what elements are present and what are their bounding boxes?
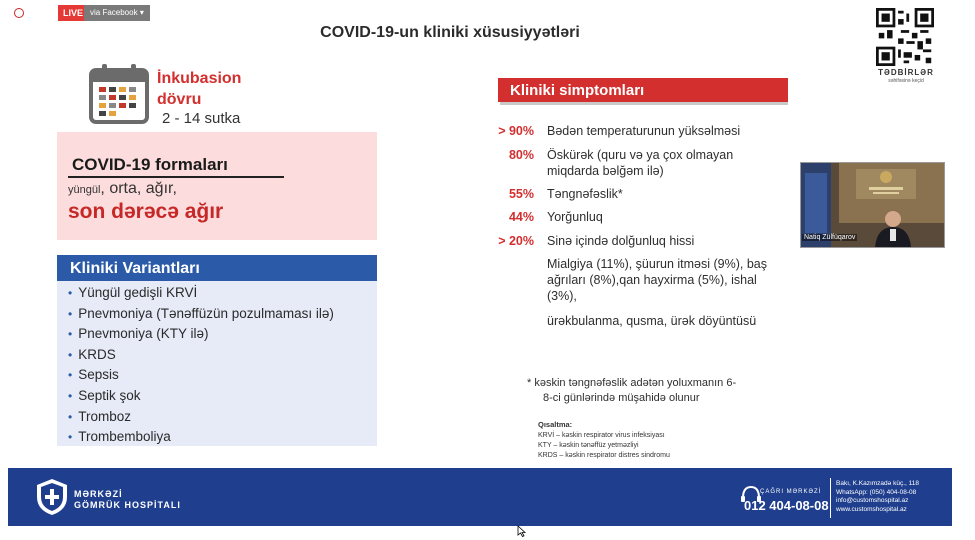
stream-destination-dropdown[interactable] <box>84 5 150 21</box>
symptom-text: Öskürək (quru və ya çox olmayan miqdarda bəlğəm ilə) <box>547 148 734 178</box>
bullet-icon: • <box>68 286 73 300</box>
forms-critical: son dərəcə ağır <box>68 200 224 223</box>
bullet-icon: • <box>68 409 73 424</box>
forms-rest: , orta, ağır, <box>100 180 177 197</box>
qr-code-icon[interactable] <box>876 8 934 66</box>
symptom-text: Təngnəfəslik* <box>547 187 623 201</box>
symptom-text: Yorğunluq <box>547 210 603 224</box>
website[interactable]: www.customshospital.az <box>836 505 907 513</box>
symptom-percent: 55% <box>508 187 534 201</box>
forms-mild: yüngül <box>68 184 101 196</box>
footer-divider <box>830 478 831 518</box>
abbreviations <box>538 420 670 461</box>
bullet-icon: • <box>68 347 73 362</box>
other-symptoms-extra: ürəkbulanma, qusma, ürək döyüntüsü <box>547 314 757 328</box>
abbreviation-item: KRVİ – kəskin respirator virus infeksiyası <box>538 432 665 439</box>
abbreviations-title: Qısaltma: <box>538 420 573 429</box>
footnote: * kəskin təngnəfəslik adətən yoluxmanın 6- 8-ci günlərində müşahidə olunur <box>527 377 737 404</box>
other-symptoms: Mialgiya (11%), şüurun itməsi (9%), baş ağrıları (8%),qan hayxirma (5%), ishal (3%), <box>547 257 767 303</box>
symptoms-header-shadow <box>500 102 788 105</box>
list-item: • Pnevmoniya (Tənəffüzün pozulmaması ilə) <box>68 305 334 321</box>
abbreviation-item: KTY – kəskin tənəffüz yetməzliyi <box>538 442 639 449</box>
chevron-down-icon: ▾ <box>139 8 144 17</box>
list-item: • KRDS <box>68 346 116 362</box>
slide-title: COVID-19-un kliniki xüsusiyyətləri <box>320 24 580 41</box>
list-item: • Trombemboliya <box>68 429 171 445</box>
call-center-label: ÇAĞRI MƏRKƏZİ <box>760 489 822 495</box>
list-item: • Tromboz <box>68 408 131 424</box>
qr-badge-label: TƏDBİRLƏR <box>878 68 934 77</box>
symptom-text: Sinə içində dolğunluq hissi <box>547 234 695 248</box>
hospital-emblem-icon <box>34 477 70 517</box>
stream-destination-label: via Facebook <box>90 8 138 17</box>
bullet-icon: • <box>68 430 73 445</box>
list-item: • Pnevmoniya (KTY ilə) <box>68 326 209 342</box>
abbreviation-item: KRDS – kəskin respirator distres sindromu <box>538 452 670 459</box>
variants-title: Kliniki Variantları <box>70 260 200 277</box>
bullet-icon: • <box>68 327 73 342</box>
symptom-percent: > 20% <box>498 234 534 248</box>
symptom-text: Bədən temperaturunun yüksəlməsi <box>547 124 741 138</box>
bullet-icon: • <box>68 368 73 383</box>
mouse-pointer-icon <box>517 525 527 537</box>
incubation-title-line1: İnkubasion <box>157 70 242 87</box>
symptoms-title: Kliniki simptomları <box>510 82 645 99</box>
record-indicator-icon <box>14 8 24 18</box>
qr-badge-sub: səhifəsinə keçid <box>888 78 924 84</box>
incubation-title <box>157 68 241 110</box>
speaker-name: Natiq Zülfüqarov <box>804 234 856 241</box>
incubation-title-line2: dövru <box>157 91 202 108</box>
live-badge: LIVE <box>58 5 88 21</box>
forms-list <box>68 180 177 198</box>
symptom-percent: > 90% <box>498 124 534 138</box>
symptom-percent: 80% <box>508 148 534 162</box>
call-center-phone[interactable]: 012 404-08-08 <box>744 498 829 513</box>
contact-info <box>836 480 919 514</box>
email[interactable]: info@customshospital.az <box>836 497 909 505</box>
symptom-percent: 44% <box>508 210 534 224</box>
address: Bakı, K.Kazımzadə küç., 118 <box>836 480 919 487</box>
variants-list <box>68 283 334 448</box>
list-item: • Septik şok <box>68 387 141 403</box>
bullet-icon: • <box>68 306 73 321</box>
bullet-icon: • <box>68 388 73 403</box>
calendar-icon <box>88 62 150 124</box>
whatsapp[interactable]: WhatsApp: (050) 404-08-08 <box>836 488 917 496</box>
list-item: • Yüngül gedişli KRVİ <box>68 285 198 300</box>
hospital-name-line2: GÖMRÜK HOSPİTALI <box>74 500 181 510</box>
hospital-name-line1: MƏRKƏZİ <box>74 489 123 499</box>
list-item: • Sepsis <box>68 367 119 383</box>
forms-divider <box>68 176 284 178</box>
footer-bar <box>8 468 952 526</box>
incubation-range: 2 - 14 sutka <box>162 110 241 127</box>
forms-title: COVID-19 formaları <box>72 155 228 174</box>
